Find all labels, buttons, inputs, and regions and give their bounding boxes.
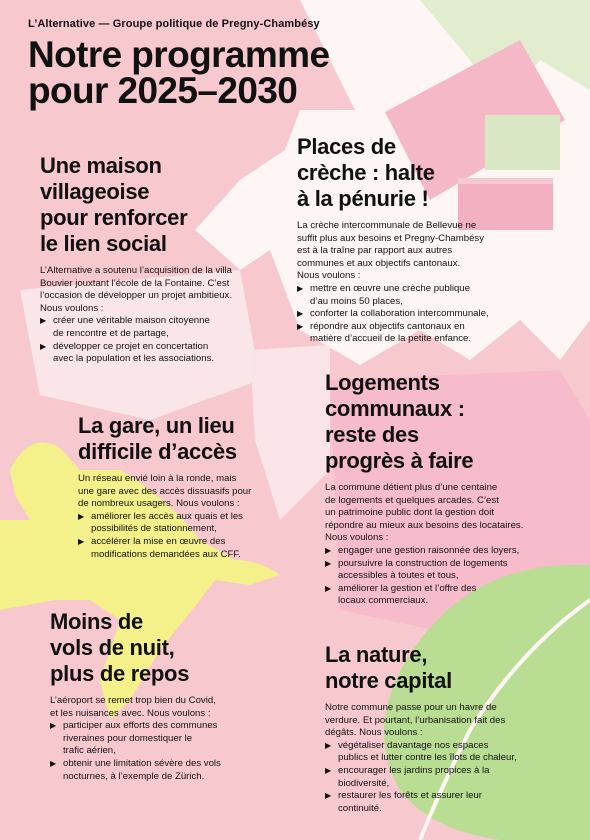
- section-vols-de-nuit: [50, 609, 290, 783]
- points-list: [50, 720, 290, 783]
- list-item: ▶ développer ce projet en concertation avec la population et les associations.: [40, 341, 280, 366]
- list-item: ▶ engager une gestion raisonnée des loyers,: [325, 545, 585, 558]
- list-item: ▶ encourager les jardins propices à la biodiversité,: [325, 765, 587, 790]
- points-list: [325, 545, 585, 608]
- list-item: ▶ obtenir une limitation sévère des vols nocturnes, à l’exemple de Zürich.: [50, 758, 290, 783]
- section-title: La gare, un lieu difficile d’accès: [78, 413, 237, 464]
- section-creche: [297, 134, 557, 346]
- points-list: [40, 315, 280, 365]
- section-intro: L’Alternative a soutenu l’acquisition de la villa Bouvier jouxtant l’école de la Fontaine. C’est l’occasion de développer un projet ambitieux. Nous voulons :: [40, 265, 232, 314]
- list-item: ▶ améliorer les accès aux quais et les possibilités de stationnement,: [78, 511, 308, 536]
- section-intro: Un réseau envié loin à la ronde, mais une gare avec des accès dissuasifs pour de nombreux usagers. Nous voulons :: [78, 473, 252, 510]
- section-intro: La commune détient plus d’une centaine de logements et quelques arcades. C’est un patrimoine public dont la gestion doit répondre au mieux aux besoins des locataires. Nous voulons :: [325, 482, 524, 544]
- section-nature: [325, 642, 587, 815]
- list-item: ▶ conforter la collaboration intercommunale,: [297, 308, 557, 321]
- header: [28, 18, 329, 109]
- list-item: ▶ répondre aux objectifs cantonaux en matière d’accueil de la petite enfance.: [297, 321, 557, 346]
- section-intro: L’aéroport se remet trop bien du Covid, et les nuisances avec. Nous voulons :: [50, 695, 216, 719]
- points-list: [297, 283, 557, 346]
- list-item: ▶ accélérer la mise en œuvre des modifications demandées aux CFF.: [78, 536, 308, 561]
- list-item: ▶ améliorer la gestion et l’offre des locaux commerciaux.: [325, 583, 585, 608]
- page-title: Notre programme pour 2025–2030: [28, 34, 330, 111]
- section-gare: [78, 413, 308, 561]
- section-intro: La crèche intercommunale de Bellevue ne suffit plus aux besoins et Pregny-Chambésy est à la traîne par rapport aux autres communes et aux objectifs cantonaux. Nous voulons :: [297, 220, 484, 282]
- section-maison-villageoise: [40, 153, 280, 366]
- section-title: Une maison villageoise pour renforcer le lien social: [40, 153, 188, 256]
- section-title: Moins de vols de nuit, plus de repos: [50, 609, 190, 686]
- list-item: ▶ participer aux efforts des communes riveraines pour domestiquer le trafic aérien,: [50, 720, 290, 758]
- list-item: ▶ mettre en œuvre une crèche publique d’au moins 50 places,: [297, 283, 557, 308]
- section-logements: [325, 370, 585, 608]
- points-list: [325, 740, 587, 816]
- points-list: [78, 511, 308, 561]
- section-title: Places de crèche : halte à la pénurie !: [297, 134, 435, 211]
- header-kicker: L’Alternative — Groupe politique de Pregny-Chambésy: [28, 18, 320, 30]
- list-item: ▶ végétaliser davantage nos espaces publics et lutter contre les îlots de chaleur,: [325, 740, 587, 765]
- list-item: ▶ poursuivre la construction de logements accessibles à toutes et tous,: [325, 558, 585, 583]
- section-title: Logements communaux : reste des progrès à faire: [325, 370, 474, 473]
- list-item: ▶ créer une véritable maison citoyenne de rencontre et de partage,: [40, 315, 280, 340]
- section-title: La nature, notre capital: [325, 642, 452, 693]
- list-item: ▶ restaurer les forêts et assurer leur continuité.: [325, 790, 587, 815]
- section-intro: Notre commune passe pour un havre de verdure. Et pourtant, l’urbanisation fait des dégâts. Nous voulons :: [325, 702, 506, 739]
